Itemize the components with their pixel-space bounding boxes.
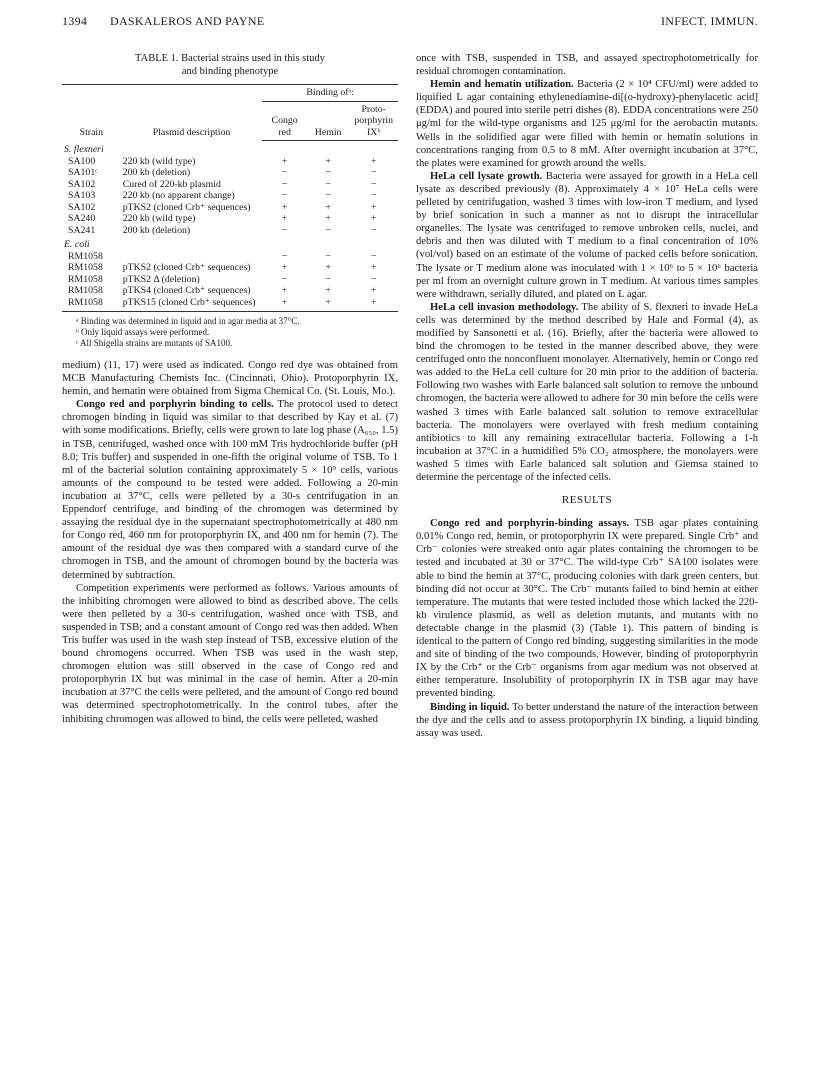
proto-cell: + [370, 296, 377, 308]
hemin-cell: + [325, 262, 331, 273]
col-congo: Congo red [262, 101, 307, 141]
col-hemin: Hemin [307, 101, 350, 141]
table-row [62, 156, 398, 168]
plasmid-cell: 220 kb (wild type) [122, 155, 196, 167]
table-row [62, 179, 398, 191]
proto-cell: − [370, 178, 377, 190]
table-row [62, 274, 398, 286]
section-heading: RESULTS [561, 494, 613, 507]
table-row [62, 285, 398, 297]
hemin-cell: − [325, 250, 331, 262]
paragraph: Competition experiments were performed as follows. Various amounts of the inhibiting chromogen were allowed to bind as described above. The cells were then pelleted by a 30-s centrifugation, washed once with TSB, and suspended in TSB; and a constant amount of Congo red was then added. When Tris buffer was used in the wash step instead of TSB, excessive elution of the bound chromogens occurred. When TSB was used in the wash step, chromogen elution was still observed in the case of Congo red and protoporphyrin IX but was minimal in the case of hemin. After a 20-min incubation at 37°C the cells were pelleted, and the amount of Congo red bound was determined spectrophotometrically. In the control tubes, after the inhibiting chromogen was allowed to bind, the cells were pelleted, washed [62, 582, 398, 725]
proto-cell: − [370, 167, 377, 178]
proto-cell: + [370, 262, 377, 273]
congo-cell: + [281, 285, 288, 296]
hemin-cell: − [325, 273, 331, 285]
strain-cell: SA102 [68, 178, 96, 190]
hemin-cell: − [325, 190, 331, 201]
congo-cell: + [281, 155, 288, 167]
paragraph: once with TSB, suspended in TSB, and assayed spectrophotometrically for residual chromogen contamination. [416, 53, 758, 78]
congo-cell: − [281, 167, 288, 178]
page-number: 1394 [62, 14, 88, 28]
paragraph-heading: Hemin and hematin utilization. [430, 79, 574, 91]
table-row [62, 190, 398, 202]
congo-cell: + [281, 296, 288, 308]
paragraph-heading: Congo red and porphyrin-binding assays. [430, 518, 630, 530]
table-footnote: ᵇ Only liquid assays were performed. [76, 327, 210, 337]
congo-cell: + [281, 213, 288, 224]
hemin-cell: + [325, 285, 331, 296]
congo-cell: − [281, 190, 288, 201]
col-binding: Binding ofᵃ: [262, 85, 398, 102]
group-label: S. flexneri [64, 144, 104, 155]
plasmid-cell: 220 kb (wild type) [122, 213, 196, 224]
table-footnote: ᵃ Binding was determined in liquid and in agar media at 37°C. [76, 316, 300, 326]
table-row [62, 251, 398, 263]
group-label: E. coli [64, 239, 90, 250]
strain-cell: SA103 [68, 190, 96, 201]
strains-table [62, 84, 398, 312]
journal-name: INFECT. IMMUN. [661, 14, 758, 28]
congo-cell: − [281, 178, 288, 190]
col-proto: Proto-porphyrin IXᵇ [349, 101, 398, 141]
strain-cell: SA100 [68, 155, 96, 167]
hemin-cell: + [325, 155, 331, 167]
strain-cell: RM1058 [68, 285, 103, 296]
plasmid-cell: 200 kb (deletion) [122, 167, 191, 178]
congo-cell: − [281, 273, 288, 285]
strain-cell: SA240 [68, 213, 96, 224]
plasmid-cell: pTKS2 (cloned Crb⁺ sequences) [122, 201, 251, 213]
col-plasmid: Plasmid description [121, 85, 263, 141]
plasmid-cell: pTKS2 (cloned Crb⁺ sequences) [122, 262, 251, 273]
plasmid-cell: Cured of 220-kb plasmid [122, 178, 221, 190]
proto-cell: + [370, 155, 377, 167]
paragraph-heading: Congo red and porphyrin binding to cells. [76, 399, 274, 411]
table-row [62, 297, 398, 309]
congo-cell: − [281, 250, 288, 262]
hemin-cell: − [325, 167, 331, 178]
col-strain: Strain [62, 85, 121, 141]
table-row [62, 167, 398, 179]
plasmid-cell: 220 kb (no apparent change) [122, 190, 235, 201]
paragraph: Congo red and porphyrin-binding assays. TSB agar plates containing 0.01% Congo red, hemin, or protoporphyrin IX were prepared. Single Crb⁺ and Crb⁻ colonies were streaked onto agar plates containing the chromogen to be tested and incubated at 30 or 37°C. The wild-type Crb⁺ SA100 isolates were able to bind the hemin at 37°C, producing colonies with dark green centers, but binding did not occur at 30°C. The Crb⁻ mutants failed to bind hemin at either temperature. The mutants that were tested included those which lacked the 220-kb virulence plasmid, as well as deletion mutants, and mutants with no detectable change in the plasmid (3) (Table 1). This pattern of binding is identical to the pattern of Congo red binding, suggesting similarities in the mode and site of binding of the two compounds. However, binding of protoporphyrin IX by the Crb⁺ or the Crb⁻ organisms from agar medium was not observed at either temperature. Insolubility of protoporphyrin IX in TSB agar may have prevented binding. [416, 518, 758, 700]
table-row [62, 225, 398, 237]
paragraph: HeLa cell lysate growth. Bacteria were assayed for growth in a HeLa cell lysate as described previously (8). Approximately 4 × 10⁷ HeLa cells were pelleted by centrifugation, washed 3 times with low-iron T medium, and lysed by brief sonication in such a manner as not to disrupt the intracellular organelles. The lysate was centrifuged to remove unbroken cells, nuclei, and debris and then was diluted with T medium to a final concentration of 10% (vol/vol) based on an estimate of the volume of packed cells before sonication. The lysate or T medium alone was inoculated with 1 × 10⁶ to 5 × 10⁶ bacteria per ml from an overnight culture grown in T medium. At various times samples were withdrawn, serially diluted, and plated on L agar. [416, 170, 758, 300]
table-row [62, 213, 398, 225]
strain-cell: RM1058 [68, 262, 103, 273]
proto-cell: − [370, 250, 377, 262]
paragraph: medium) (11, 17) were used as indicated. Congo red dye was obtained from MCB Manufacturing Chemists Inc. (Cincinnati, Ohio). Protoporphyrin IX, hemin, and hematin were obtained from Sigma Chemical Co. (St. Louis, Mo.). [62, 360, 398, 398]
left-column [62, 52, 398, 726]
strain-cell: SA101ᶜ [68, 167, 98, 178]
table-footnote: ᶜ All Shigella strains are mutants of SA100. [76, 338, 233, 348]
hemin-cell: + [325, 296, 331, 308]
table-caption: TABLE 1. Bacterial strains used in this study and binding phenotype [135, 53, 325, 77]
strain-cell: RM1058 [68, 250, 103, 262]
plasmid-cell [121, 251, 263, 263]
proto-cell: + [370, 285, 377, 296]
paragraph-heading: HeLa cell invasion methodology. [430, 301, 579, 313]
hemin-cell: − [325, 178, 331, 190]
strain-cell: SA241 [68, 224, 96, 236]
proto-cell: + [370, 213, 377, 224]
right-column [416, 52, 758, 740]
congo-cell: + [281, 201, 288, 213]
table-row [62, 202, 398, 214]
plasmid-cell: 200 kb (deletion) [122, 224, 191, 236]
paragraph: Binding in liquid. To better understand the nature of the interaction between the dye and the cells and to assess protoporphyrin IX binding, a liquid binding assay was used. [416, 701, 758, 739]
running-authors: DASKALEROS AND PAYNE [110, 14, 265, 28]
plasmid-cell: pTKS4 (cloned Crb⁺ sequences) [122, 285, 251, 296]
paragraph: Congo red and porphyrin binding to cells. The protocol used to detect chromogen binding in liquid was similar to that described by Kay et al. (7) with some modifications. Briefly, cells were grown to late log phase (A₆₅₀, 1.5) in TSB, centrifuged, washed once with 100 mM Tris hydrochloride buffer (pH 8.0; Tris buffer) and suspended in one-fifth the original volume of TSB. To 1 ml of the bacterial solution containing approximately 5 × 10⁹ cells, various amounts of the compound to be tested were added. Following a 20-min incubation at 37°C, cells were pelleted by a 30-s centrifugation in an Eppendorf centrifuge, and binding of the chromogen was determined by assaying the residual dye in the supernatant spectrophotometrically at 480 nm for Congo red, 460 nm for protoporphyrin IX, and 400 nm for hemin (7). The amount of the residual dye was then compared with a standard curve of the chromogen in TSB, and the amount of chromogen bound by the bacteria was determined by subtraction. [62, 399, 398, 581]
hemin-cell: + [325, 201, 331, 213]
paragraph-heading: Binding in liquid. [430, 701, 510, 713]
paragraph: HeLa cell invasion methodology. The ability of S. flexneri to invade HeLa cells was determined by the method described by Hale and Formal (4), as modified by Sansonetti et al. (16). Briefly, after the bacteria were allowed to bind the chromogen to be tested in the manner described above, they were centrifuged onto the nonconfluent monolayer. Alternatively, hemin or Congo red was added to the HeLa cell culture for 20 min prior to the addition of bacteria. Following two washes with Earle balanced salt solution to remove the unbound chromogen, the bacteria were allowed to adhere for 30 min before the cells were washed 3 times with Earle balanced salt solution to remove extracellular bacteria. The monolayers were overlayed with fresh medium containing antibiotics to kill any remaining extracellular bacteria. Following a 1-h incubation at 37°C in a humidified 5% CO₂ atmosphere, the monolayers were washed 5 times with Earle balanced salt solution and Giemsa stained to determine the percentage of the infected cells. [416, 301, 758, 483]
plasmid-cell: pTKS15 (cloned Crb⁺ sequences) [122, 296, 256, 308]
paragraph-heading: HeLa cell lysate growth. [430, 170, 543, 182]
table-row [62, 262, 398, 274]
congo-cell: − [281, 224, 288, 236]
proto-cell: − [370, 224, 377, 236]
page-header [62, 14, 758, 34]
proto-cell: + [370, 201, 377, 213]
strain-cell: RM1058 [68, 273, 103, 285]
hemin-cell: − [325, 224, 331, 236]
congo-cell: + [281, 262, 288, 273]
paragraph: Hemin and hematin utilization. Bacteria (2 × 10⁴ CFU/ml) were added to liquified L agar containing ethylenediamine-di[(o-hydroxy)-phenylacetic acid] (EDDA) and poured into sterile petri dishes (8). EDDA concentrations were 250 μg/ml for the wild-type organisms and 125 μg/ml for the aerobactin mutants. Wells in the solidified agar were filled with hemin or hematin solutions in concentrations ranging from 0.5 to 8 mM. After overnight incubation at 37°C, the plates were examined for growth around the wells. [416, 79, 759, 169]
strain-cell: SA102 [68, 201, 96, 213]
strain-cell: RM1058 [68, 296, 103, 308]
hemin-cell: + [325, 213, 331, 224]
proto-cell: − [370, 190, 377, 201]
proto-cell: − [370, 273, 377, 285]
plasmid-cell: pTKS2 Δ (deletion) [122, 273, 200, 285]
